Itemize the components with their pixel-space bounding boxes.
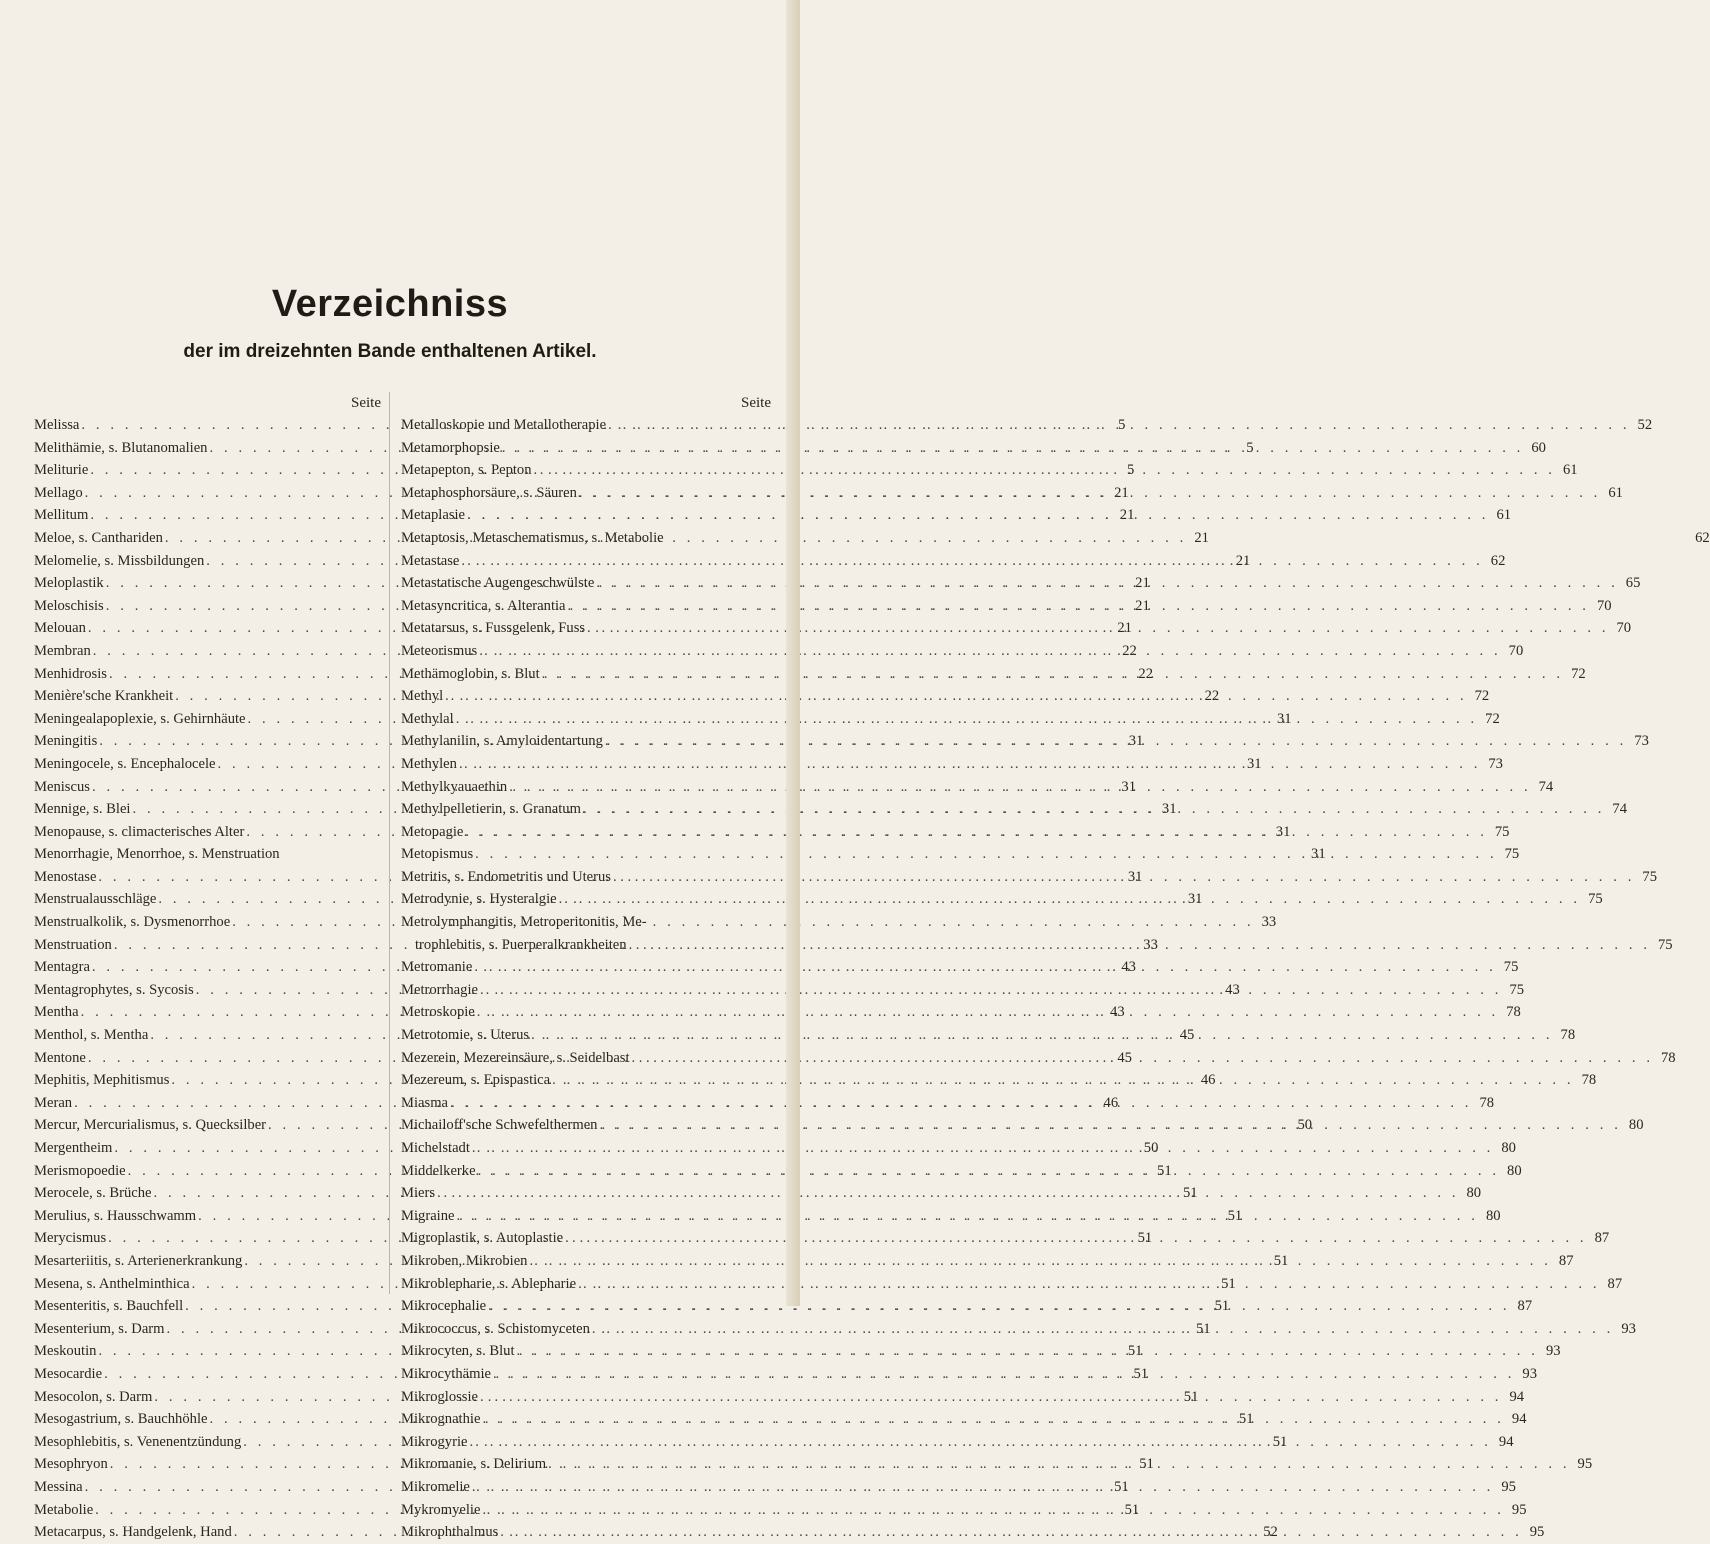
entry-label: Mesena, s. Anthelminthica xyxy=(34,1275,190,1292)
entry-label: Meningocele, s. Encephalocele xyxy=(34,755,216,772)
entry-page-number: 93 xyxy=(1545,1343,1561,1360)
entry-page-number: 51 xyxy=(1114,1478,1129,1495)
entry-page-number: 31 xyxy=(1275,823,1291,840)
entry-page-number: 80 xyxy=(1628,1117,1644,1134)
dot-leader xyxy=(474,956,1496,979)
entry-label: Membran xyxy=(34,642,91,659)
entry-page-number: 46 xyxy=(1200,1072,1216,1089)
entry-page-number: 31 xyxy=(1276,710,1292,727)
page-edge-shadow xyxy=(786,0,800,1306)
entry-label: Menstrualausschläge xyxy=(34,891,157,908)
entry-label: Mikroben, Mikrobien xyxy=(401,1252,528,1269)
entry-label: Mellago xyxy=(34,484,83,501)
entry-page-number: 93 xyxy=(1522,1365,1538,1382)
entry-page-number: 46 xyxy=(1103,1094,1119,1111)
entry-page-number: 75 xyxy=(1509,981,1525,998)
entry-page-number: 21 xyxy=(1114,484,1129,501)
entry-page-number: 33 xyxy=(1261,914,1277,931)
entry-label: Mikrognathie xyxy=(401,1411,481,1428)
entry-page-number: 21 xyxy=(1135,597,1150,614)
entry-label: Metroskopie xyxy=(401,1004,475,1021)
dot-leader xyxy=(493,1363,1515,1386)
dot-leader xyxy=(456,708,1478,731)
entry-label: Metaphosphorsäure, s. Säuren xyxy=(401,484,577,501)
entry-page-number: 52 xyxy=(1263,1524,1278,1541)
dot-leader xyxy=(568,595,1590,618)
dot-leader xyxy=(472,1476,1494,1499)
entry-page-number: 5 xyxy=(1246,439,1254,456)
entry-page-number: 22 xyxy=(1138,665,1153,682)
dot-leader xyxy=(479,640,1501,663)
entry-label: Mentagrophytes, s. Sycosis xyxy=(34,981,194,998)
entry-label: Mercur, Mercurialismus, s. Quecksilber xyxy=(34,1117,267,1134)
entry-page-number: 51 xyxy=(1157,1162,1172,1179)
entry-page-number: 80 xyxy=(1501,1140,1516,1156)
entry-page-number: 70 xyxy=(1596,597,1612,614)
entry-page-number: 60 xyxy=(1531,439,1546,456)
entry-page-number: 72 xyxy=(1474,688,1490,705)
entry-page-number: 21 xyxy=(1117,620,1132,637)
entry-label: Mesogastrium, s. Bauchhöhle xyxy=(34,1411,208,1428)
entry-page-number: 21 xyxy=(1235,552,1251,569)
entry-label: Middelkerke xyxy=(401,1162,476,1179)
dot-leader xyxy=(531,1024,1553,1047)
entry-label: Meniscus xyxy=(34,778,90,795)
entry-page-number: 80 xyxy=(1507,1162,1522,1179)
entry-page-number: 33 xyxy=(1143,936,1158,953)
entry-label: Metrodynie, s. Hysteralgie xyxy=(401,891,557,908)
dot-leader xyxy=(480,1386,1502,1409)
entry-label: Merulius, s. Hausschwamm xyxy=(34,1207,197,1224)
entry-label: Mentha xyxy=(34,1004,79,1021)
entry-label: trophlebitis, s. Puerperalkrankheiten xyxy=(415,936,627,953)
entry-label: Mentone xyxy=(34,1049,86,1066)
entry-page-number: 51 xyxy=(1133,1365,1149,1382)
entry-label: Miers xyxy=(401,1185,436,1202)
index-entry xyxy=(401,414,1653,437)
entry-label: Mesocardie xyxy=(34,1365,103,1382)
dot-leader xyxy=(592,1318,1614,1341)
dot-leader xyxy=(608,414,1630,437)
entry-label: Metaplasie xyxy=(401,507,466,524)
page-subtitle: der im dreizehnten Bande enthaltenen Artikel. xyxy=(183,341,597,362)
entry-page-number: 74 xyxy=(1538,778,1554,795)
entry-page-number: 87 xyxy=(1558,1252,1574,1269)
entry-label: Melithämie, s. Blutanomalien xyxy=(34,439,208,456)
entry-label: Menière'sche Krankheit xyxy=(34,688,174,705)
dot-leader xyxy=(596,572,1618,595)
entry-label: Merycismus xyxy=(34,1230,107,1247)
entry-page-number: 95 xyxy=(1501,1478,1516,1495)
entry-label: Menorrhagie, Menorrhoe, s. Menstruation xyxy=(34,846,280,863)
entry-page-number: 21 xyxy=(1194,529,1209,546)
entry-label: Mikromanie, s. Delirium xyxy=(401,1456,547,1473)
entry-page-number: 61 xyxy=(1608,484,1623,501)
entry-page-number: 51 xyxy=(1214,1298,1230,1315)
entry-label: Meloplastik xyxy=(34,575,104,592)
column-header-seite: Seite xyxy=(351,395,381,411)
entry-page-number: 51 xyxy=(1124,1501,1140,1518)
entry-label: Mesocolon, s. Darm xyxy=(34,1388,153,1405)
entry-label: Mesophryon xyxy=(34,1456,108,1473)
entry-label: Menstrualkolik, s. Dysmenorrhoe xyxy=(34,914,231,931)
dot-leader xyxy=(459,753,1481,776)
entry-label: Methämoglobin, s. Blut xyxy=(401,665,540,682)
entry-page-number: 72 xyxy=(1485,710,1500,727)
dot-leader xyxy=(552,1069,1574,1092)
dot-leader xyxy=(579,482,1601,505)
entry-label: Meteorismus xyxy=(401,642,478,659)
entry-page-number: 75 xyxy=(1642,868,1658,885)
entry-label: Metasyncritica, s. Alterantia xyxy=(401,597,566,614)
dot-leader xyxy=(457,1205,1479,1228)
dot-leader xyxy=(578,1273,1600,1296)
entry-page-number: 75 xyxy=(1588,891,1603,908)
entry-label: Mikrocyten, s. Blut xyxy=(401,1343,515,1360)
entry-label: Methylanilin, s. Amyloidentartung xyxy=(401,733,603,750)
entry-page-number: 61 xyxy=(1496,507,1512,524)
entry-label: Mykromyelie xyxy=(401,1501,481,1518)
entry-label: Meningealapoplexie, s. Gehirnhäute xyxy=(34,710,246,727)
entry-page-number: 31 xyxy=(1161,801,1177,818)
dot-leader xyxy=(482,1499,1504,1522)
entry-page-number: 31 xyxy=(1246,755,1262,772)
entry-page-number: 94 xyxy=(1509,1388,1525,1405)
entry-page-number: 31 xyxy=(1187,891,1203,908)
entry-label: Meloe, s. Canthariden xyxy=(34,529,163,546)
entry-label: Mennige, s. Blei xyxy=(34,801,131,818)
entry-label: Mikrophthalmus xyxy=(401,1524,499,1541)
dot-leader xyxy=(502,437,1524,460)
entry-label: Metabolie xyxy=(34,1501,94,1518)
dot-leader xyxy=(445,685,1467,708)
entry-page-number: 61 xyxy=(1562,462,1578,479)
entry-page-number: 50 xyxy=(1143,1140,1159,1156)
entry-label: Messina xyxy=(34,1478,83,1495)
entry-label: Methyl xyxy=(401,688,444,705)
column-divider xyxy=(389,392,390,1294)
entry-label: Melissa xyxy=(34,417,80,433)
entry-page-number: 51 xyxy=(1137,1230,1153,1247)
entry-label: Menostase xyxy=(34,868,97,885)
dot-leader xyxy=(477,1001,1499,1024)
entry-page-number: 51 xyxy=(1227,1207,1243,1224)
entry-page-number: 75 xyxy=(1503,959,1519,976)
entry-label: Metastatische Augengeschwülste xyxy=(401,575,595,592)
index-entry xyxy=(401,911,771,934)
entry-page-number: 62 xyxy=(1695,529,1710,546)
entry-label: Mikromelie xyxy=(401,1478,470,1495)
entry-label: Merocele, s. Brüche xyxy=(34,1185,152,1202)
dot-leader xyxy=(509,776,1531,799)
dot-leader xyxy=(587,617,1609,640)
entry-label: Metamorphopsie xyxy=(401,439,500,456)
entry-label: Methylpelletierin, s. Granatum xyxy=(401,801,581,818)
dot-leader xyxy=(517,1340,1539,1363)
entry-label: Migraine xyxy=(401,1207,455,1224)
entry-label: Metrotomie, s. Uterus xyxy=(401,1027,530,1044)
entry-label: Meloschisis xyxy=(34,597,104,614)
entry-page-number: 87 xyxy=(1594,1230,1610,1247)
entry-label: Metalloskopie und Metallotherapie xyxy=(401,417,607,433)
entry-page-number: 5 xyxy=(1118,417,1126,433)
dot-leader xyxy=(559,888,1581,911)
entry-label: Mesophlebitis, s. Venenentzündung xyxy=(34,1433,242,1450)
entry-label: Michailoff'sche Schwefelthermen xyxy=(401,1117,598,1134)
entry-label: Metrorrhagie xyxy=(401,981,478,998)
dot-leader xyxy=(467,504,1489,527)
dot-leader xyxy=(548,1453,1570,1476)
entry-label: Meskoutin xyxy=(34,1343,97,1360)
entry-page-number: 93 xyxy=(1621,1320,1636,1337)
entry-page-number: 65 xyxy=(1625,575,1641,592)
index-entry xyxy=(401,437,1546,460)
entry-page-number: 75 xyxy=(1494,823,1510,840)
page-title: Verzeichniss xyxy=(271,283,509,325)
dot-leader xyxy=(599,1114,1621,1137)
entry-page-number: 21 xyxy=(1119,507,1135,524)
dot-leader xyxy=(472,1137,1494,1160)
entry-page-number: 51 xyxy=(1127,1343,1143,1360)
entry-page-number: 78 xyxy=(1560,1027,1576,1044)
entry-page-number: 22 xyxy=(1204,688,1220,705)
entry-label: Metastase xyxy=(401,552,460,569)
entry-label: Mellitum xyxy=(34,507,89,524)
entry-page-number: 51 xyxy=(1195,1320,1211,1337)
entry-label: Meningitis xyxy=(34,733,98,750)
entry-label: Miasma xyxy=(401,1094,449,1111)
entry-label: Mesenteritis, s. Bauchfell xyxy=(34,1298,184,1315)
entry-label: Menopause, s. climacterisches Alter xyxy=(34,823,245,840)
entry-label: Metatarsus, s. Fussgelenk, Fuss xyxy=(401,620,586,637)
entry-label: Menthol, s. Mentha xyxy=(34,1027,149,1044)
entry-page-number: 95 xyxy=(1577,1456,1593,1473)
dot-leader xyxy=(629,934,1651,957)
dot-leader xyxy=(461,550,1483,573)
index-entry xyxy=(401,459,1578,482)
entry-label: Methylkyauaethin xyxy=(401,778,508,795)
entry-label: Metromanie xyxy=(401,959,473,976)
entry-page-number: 43 xyxy=(1121,959,1136,976)
entry-label: Metapepton, s. Pepton xyxy=(401,462,532,479)
entry-page-number: 94 xyxy=(1511,1411,1527,1428)
entry-label: Menhidrosis xyxy=(34,665,107,682)
entry-label: Metaptosis, Metaschematismus, s. Metabolie xyxy=(401,529,664,546)
entry-page-number: 95 xyxy=(1511,1501,1527,1518)
entry-page-number: 78 xyxy=(1506,1004,1521,1021)
dot-leader xyxy=(437,1182,1459,1205)
entry-page-number: 80 xyxy=(1485,1207,1501,1224)
entry-page-number: 5 xyxy=(1127,462,1135,479)
dot-leader xyxy=(469,1431,1491,1454)
entry-page-number: 21 xyxy=(1135,575,1150,592)
entry-page-number: 31 xyxy=(1127,868,1143,885)
entry-page-number: 51 xyxy=(1139,1456,1154,1473)
dot-leader xyxy=(534,459,1556,482)
entry-page-number: 73 xyxy=(1634,733,1649,750)
entry-page-number: 94 xyxy=(1498,1433,1514,1450)
entry-label: Metritis, s. Endometritis und Uterus xyxy=(401,868,611,885)
entry-page-number: 31 xyxy=(1128,733,1144,750)
entry-page-number: 45 xyxy=(1179,1027,1195,1044)
dot-leader xyxy=(500,1521,1522,1544)
entry-label: Mikrogyrie xyxy=(401,1433,468,1450)
entry-label: Melomelie, s. Missbildungen xyxy=(34,552,205,569)
entry-label: Mikrocythämie xyxy=(401,1365,491,1382)
entry-page-number: 22 xyxy=(1122,642,1137,659)
entry-page-number: 78 xyxy=(1479,1094,1495,1111)
entry-label: Mesarteriitis, s. Arterienerkrankung xyxy=(34,1252,243,1269)
entry-page-number: 70 xyxy=(1508,642,1524,659)
entry-label: Migroplastik, s. Autoplastie xyxy=(401,1230,564,1247)
entry-label: Mephitis, Mephitismus xyxy=(34,1072,170,1089)
entry-page-number: 43 xyxy=(1225,981,1240,998)
entry-label: Mesenterium, s. Darm xyxy=(34,1320,165,1337)
entry-label: Mezerein, Mezereinsäure, s. Seidelbast xyxy=(401,1049,630,1066)
entry-label: Menstruation xyxy=(34,936,112,953)
entry-label: Metrolymphangitis, Metroperitonitis, Me- xyxy=(401,914,647,931)
entry-label: Mergentheim xyxy=(34,1140,113,1156)
entry-page-number: 70 xyxy=(1616,620,1632,637)
entry-label: Meliturie xyxy=(34,462,89,479)
entry-page-number: 51 xyxy=(1273,1252,1289,1269)
entry-page-number: 51 xyxy=(1238,1411,1254,1428)
entry-label: Michelstadt xyxy=(401,1140,470,1156)
dot-leader xyxy=(542,663,1564,686)
entry-page-number: 73 xyxy=(1488,755,1503,772)
entry-page-number: 75 xyxy=(1658,936,1673,953)
entry-label: Mikroblepharie, s. Ablepharie xyxy=(401,1275,577,1292)
entry-page-number: 87 xyxy=(1607,1275,1623,1292)
entry-page-number: 51 xyxy=(1221,1275,1236,1292)
entry-label: Mentagra xyxy=(34,959,90,976)
entry-label: Mikroglossie xyxy=(401,1388,479,1405)
entry-label: Mezereum, s. Epispastica xyxy=(401,1072,551,1089)
entry-label: Methylal xyxy=(401,710,454,727)
entry-page-number: 95 xyxy=(1529,1524,1545,1541)
dot-leader xyxy=(632,1047,1654,1070)
entry-page-number: 51 xyxy=(1272,1433,1288,1450)
entry-page-number: 51 xyxy=(1182,1185,1198,1202)
entry-page-number: 50 xyxy=(1297,1117,1313,1134)
dot-leader xyxy=(565,1227,1587,1250)
entry-page-number: 74 xyxy=(1612,801,1627,818)
dot-leader xyxy=(450,1092,1472,1115)
entry-label: Metopismus xyxy=(401,846,474,863)
dot-leader xyxy=(613,866,1635,889)
dot-leader xyxy=(488,1295,1510,1318)
entry-label: Merismopoedie xyxy=(34,1162,126,1179)
entry-page-number: 78 xyxy=(1581,1072,1597,1089)
entry-page-number: 51 xyxy=(1183,1388,1199,1405)
entry-label: Metopagie xyxy=(401,823,464,840)
entry-page-number: 75 xyxy=(1504,846,1520,863)
entry-page-number: 80 xyxy=(1466,1185,1482,1202)
entry-page-number: 72 xyxy=(1571,665,1586,682)
dot-leader xyxy=(529,1250,1551,1273)
entry-label: Meran xyxy=(34,1094,73,1111)
entry-page-number: 62 xyxy=(1490,552,1506,569)
entry-page-number: 45 xyxy=(1117,1049,1132,1066)
dot-leader xyxy=(605,730,1627,753)
column-header-seite: Seite xyxy=(741,395,771,411)
entry-page-number: 31 xyxy=(1311,846,1326,863)
entry-label: Methylen xyxy=(401,755,457,772)
entry-page-number: 52 xyxy=(1637,417,1653,433)
entry-page-number: 78 xyxy=(1660,1049,1676,1066)
entry-label: Mikrocephalie xyxy=(401,1298,487,1315)
dot-leader xyxy=(475,843,1497,866)
dot-leader xyxy=(480,979,1502,1002)
entry-page-number: 31 xyxy=(1121,778,1136,795)
entry-label: Metacarpus, s. Handgelenk, Hand xyxy=(34,1524,232,1541)
entry-label: Melouan xyxy=(34,620,86,637)
entry-label: Mikrococcus, s. Schistomyceten xyxy=(401,1320,590,1337)
entry-page-number: 87 xyxy=(1517,1298,1533,1315)
dot-leader xyxy=(478,1160,1500,1183)
dot-leader xyxy=(465,821,1487,844)
dot-leader xyxy=(482,1408,1504,1431)
dot-leader xyxy=(583,798,1605,821)
entry-page-number: 43 xyxy=(1110,1004,1125,1021)
